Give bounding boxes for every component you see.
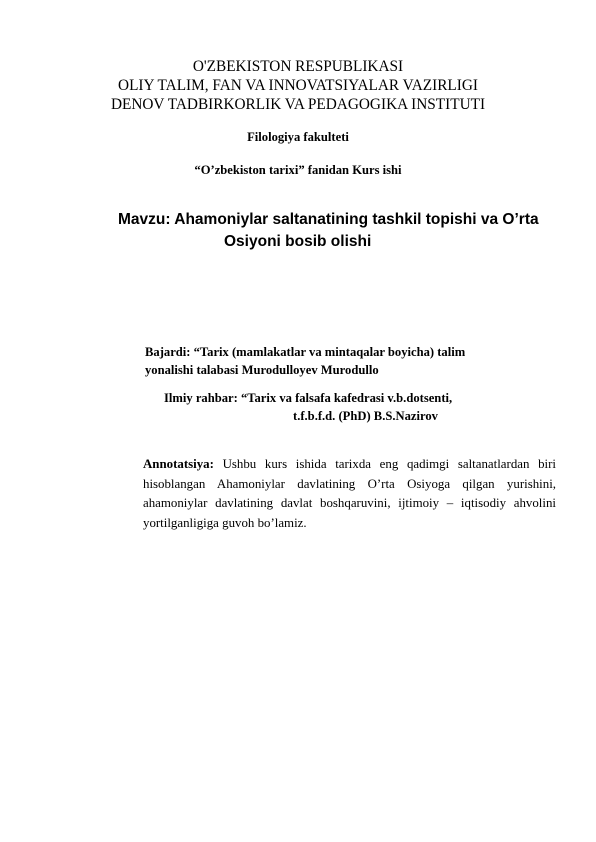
topic-line-2: Osiyoni bosib olishi [224, 233, 372, 250]
abstract-text: Ushbu kurs ishida tarixda eng qadimgi saltanatlardan biri hisoblangan Ahamoniylar davlatining O’rta Osiyoga qilgan yurishini, ahamoniylar davlatining davlat boshqaruvini, ijtimoiy – iqtisodiy ahvolini yortilganligiga guvoh bo’lamiz. [143, 457, 556, 530]
supervisor-line-1: Ilmiy rahbar: “Tarix va falsafa kafedrasi v.b.dotsenti, [164, 391, 453, 405]
author-line-1: Bajardi: “Tarix (mamlakatlar va mintaqalar boyicha) talim [145, 345, 466, 359]
author-line-2: yonalishi talabasi Murodulloyev Murodullo [145, 363, 379, 377]
header-institute: DENOV TADBIRKORLIK VA PEDAGOGIKA INSTITUTI [110, 96, 486, 113]
topic-line-1: Mavzu: Ahamoniylar saltanatining tashkil topishi va O’rta [118, 211, 539, 228]
course-work-title: “O’zbekiston tarixi” fanidan Kurs ishi [194, 163, 402, 177]
header-republic: O'ZBEKISTON RESPUBLIKASI [192, 58, 404, 75]
header-ministry: OLIY TALIM, FAN VA INNOVATSIYALAR VAZIRLIGI [118, 77, 478, 94]
supervisor-line-2: t.f.b.f.d. (PhD) B.S.Nazirov [293, 409, 438, 423]
faculty-name: Filologiya fakulteti [247, 130, 349, 144]
abstract-paragraph [143, 455, 556, 533]
abstract-label: Annotatsiya: [143, 457, 214, 471]
